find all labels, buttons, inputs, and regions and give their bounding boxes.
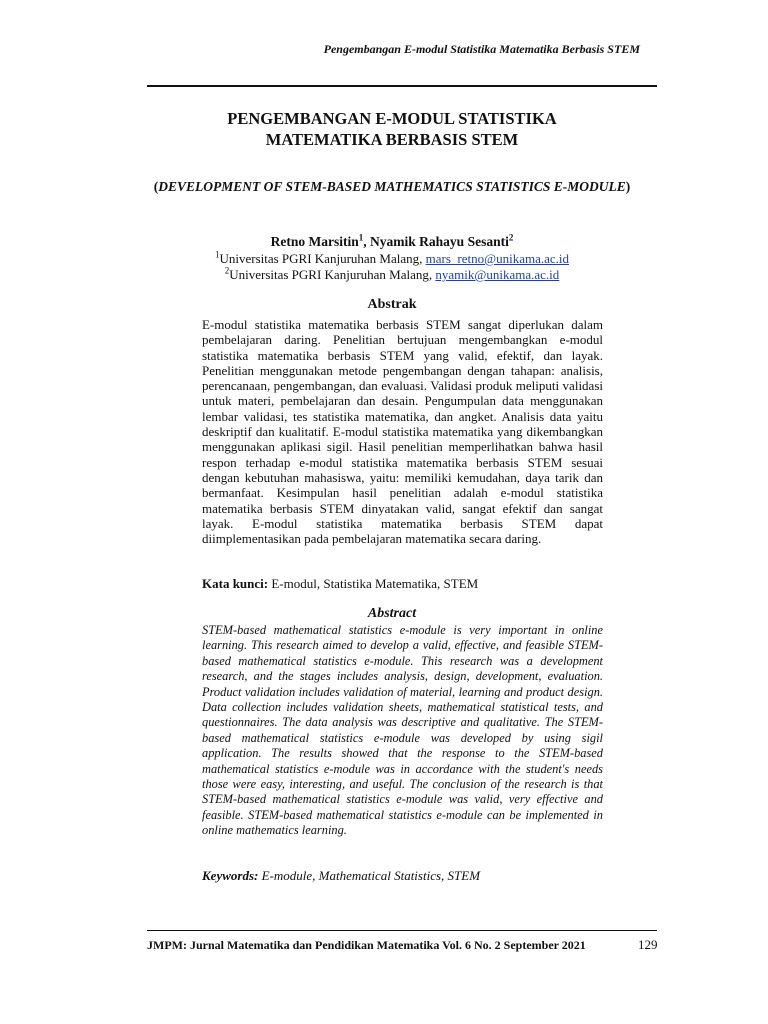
- running-head: Pengembangan E-modul Statistika Matematika Berbasis STEM: [323, 42, 640, 56]
- keywords: [202, 868, 603, 884]
- journal-footer: JMPM: Jurnal Matematika dan Pendidikan Matematika Vol. 6 No. 2 September 2021: [147, 938, 586, 952]
- affiliation-2-institution: Universitas PGRI Kanjuruhan Malang,: [229, 267, 436, 282]
- affiliation-1-email-link[interactable]: mars_retno@unikama.ac.id: [425, 251, 570, 266]
- paper-title: [150, 108, 634, 150]
- subtitle-open-paren: (: [153, 179, 159, 194]
- abstract-heading: Abstract: [367, 606, 417, 621]
- title-line-2: MATEMATIKA BERBASIS STEM: [265, 130, 519, 149]
- subtitle-close-paren: ): [625, 179, 631, 194]
- title-line-1: PENGEMBANGAN E-MODUL STATISTIKA: [227, 109, 557, 128]
- author-line: [150, 234, 634, 250]
- affiliation-1-marker: 1: [214, 249, 220, 260]
- keywords-label: Keywords:: [202, 868, 259, 883]
- affiliation-1-institution: Universitas PGRI Kanjuruhan Malang,: [219, 251, 426, 266]
- affiliation-2-email-link[interactable]: nyamik@unikama.ac.id: [435, 267, 560, 282]
- kata-kunci-label: Kata kunci:: [202, 576, 269, 591]
- author-2: Nyamik Rahayu Sesanti: [370, 234, 509, 249]
- header-rule: [147, 85, 657, 87]
- page-number: 129: [638, 937, 658, 952]
- author-1: Retno Marsitin: [270, 234, 359, 249]
- abstrak-body: E-modul statistika matematika berbasis STEM sangat diperlukan dalam pembelajaran daring. Penelitian bertujuan mengembangkan e-modul statistika matematika berbasis STEM yang valid, efektif, dan layak. Penelitian menggunakan metode pengembangan dengan tahapan: analisis, perencanaan, pengembangan, dan evaluasi. Validasi produk meliputi validasi untuk materi, pembelajaran dan desain. Pengumpulan data menggunakan lembar validasi, tes statistika matematika, dan angket. Analisis data yaitu deskriptif dan kualitatif. E-modul statistika matematika yang dikembangkan menggunakan aplikasi sigil. Hasil penelitian memperlihatkan bahwa hasil respon terhadap e-modul statistika matematika berbasis STEM sesuai dengan kebutuhan mahasiswa, yaitu: memiliki kemudahan, daya tarik dan bermanfaat. Kesimpulan hasil penelitian adalah e-modul statistika matematika berbasis STEM dinyatakan valid, sangat efektif dan sangat layak. E-modul statistika matematika berbasis STEM dapat diimplementasikan pada pembelajaran matematika secara daring.: [202, 317, 603, 547]
- author-separator: ,: [363, 234, 371, 249]
- affiliation-2: [150, 267, 634, 283]
- footer-rule: [147, 930, 657, 931]
- english-title: [150, 178, 634, 196]
- author-2-marker: 2: [508, 232, 514, 243]
- keywords-values: E-module, Mathematical Statistics, STEM: [261, 868, 481, 883]
- subtitle-text: DEVELOPMENT OF STEM-BASED MATHEMATICS STATISTICS E-MODULE: [158, 179, 626, 194]
- affiliation-2-marker: 2: [224, 265, 230, 276]
- abstract-body: STEM-based mathematical statistics e-module is very important in online learning. This research aimed to develop a valid, effective, and feasible STEM-based mathematical statistics e-module. This research was a development research, and the stages includes analysis, design, development, evaluation. Product validation includes validation of material, learning and product design. Data collection includes validation sheets, mathematical statistical tests, and questionnaires. The data analysis was descriptive and qualitative. The STEM-based mathematical statistics e-module was developed by using sigil application. The results showed that the response to the STEM-based mathematical statistics e-module was in accordance with the student's needs those were easy, interesting, and useful. The conclusion of the research is that STEM-based mathematical statistics e-module was valid, very effective and feasible. STEM-based mathematical statistics e-module can be implemented in online mathematics learning.: [202, 623, 603, 838]
- kata-kunci: [202, 576, 603, 592]
- author-1-marker: 1: [358, 232, 364, 243]
- affiliation-1: [150, 251, 634, 267]
- abstrak-heading: Abstrak: [367, 297, 417, 312]
- kata-kunci-values: E-modul, Statistika Matematika, STEM: [271, 576, 479, 591]
